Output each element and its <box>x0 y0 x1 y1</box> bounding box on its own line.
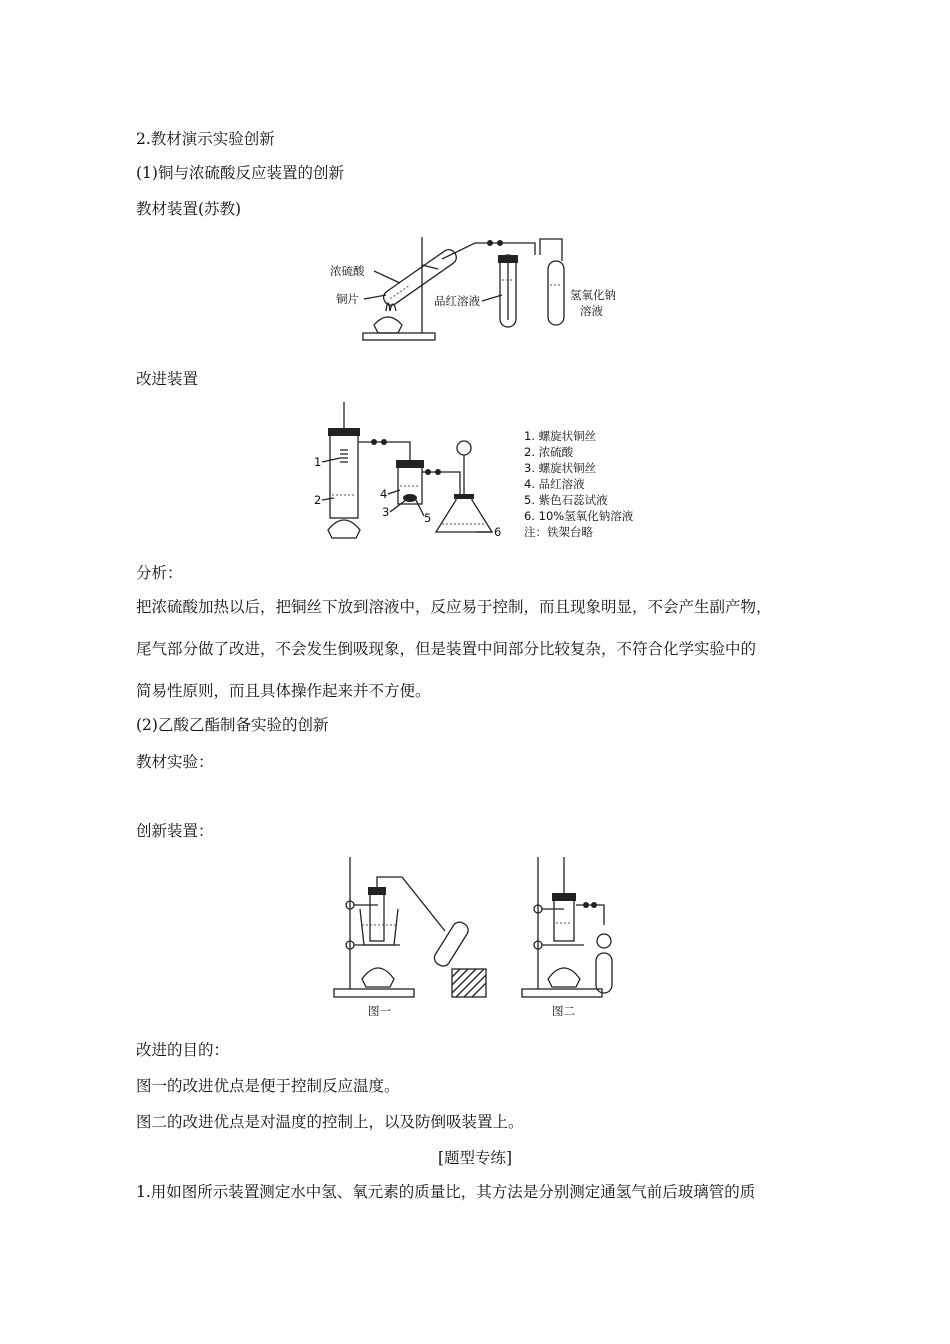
part1-title: (1)铜与浓硫酸反应装置的创新 <box>136 164 344 182</box>
ethyl-acetate-apparatus-figure <box>330 853 630 1023</box>
purpose-label: 改进的目的： <box>136 1041 230 1059</box>
legend-item: 2. 浓硫酸 <box>524 445 574 459</box>
naoh-test-tube <box>548 261 564 325</box>
marker-6: 6 <box>494 525 502 539</box>
label-naoh-1: 氢氧化钠 <box>570 288 616 302</box>
legend-item: 1. 螺旋状铜丝 <box>524 429 597 443</box>
conical-flask <box>436 496 492 532</box>
marker-2: 2 <box>314 493 322 507</box>
marker-1: 1 <box>314 455 322 469</box>
apparatus-fig-one <box>334 857 486 1018</box>
purpose-line: 图一的改进优点是便于控制反应温度。 <box>136 1077 400 1095</box>
question-1: 1.用如图所示装置测定水中氢、氧元素的质量比，其方法是分别测定通氢气前后玻璃管的质 <box>136 1183 756 1201</box>
legend-item: 4. 品红溶液 <box>524 477 585 491</box>
caption-fig-two: 图二 <box>552 1004 575 1018</box>
part2-title: (2)乙酸乙酯制备实验的创新 <box>136 716 329 734</box>
label-acid: 浓硫酸 <box>330 264 365 278</box>
label-naoh-2: 溶液 <box>580 304 603 318</box>
apparatus-fig-two <box>522 857 612 1018</box>
legend-item: 5. 紫色石蕊试液 <box>524 493 608 507</box>
analysis-line: 简易性原则，而且具体操作起来并不方便。 <box>136 682 431 700</box>
legend-note: 注：铁架台略 <box>524 525 593 539</box>
label-copper: 铜片 <box>336 292 359 306</box>
improved-apparatus-figure <box>310 400 640 548</box>
analysis-line: 尾气部分做了改进，不会发生倒吸现象，但是装置中间部分比较复杂，不符合化学实验中的 <box>136 640 757 658</box>
legend-item: 6. 10%氢氧化钠溶液 <box>524 509 634 523</box>
marker-5: 5 <box>424 511 432 525</box>
practice-heading: [题型专练] <box>437 1149 513 1167</box>
purpose-line: 图二的改进优点是对温度的控制上，以及防倒吸装置上。 <box>136 1113 524 1131</box>
stand-base <box>363 333 435 340</box>
improved-setup-label: 改进装置 <box>136 370 199 388</box>
marker-3: 3 <box>382 505 390 519</box>
marker-4: 4 <box>380 487 388 501</box>
alcohol-lamp <box>374 317 402 333</box>
innovation-label: 创新装置： <box>136 822 214 840</box>
analysis-line: 把浓硫酸加热以后，把铜丝下放到溶液中，反应易于控制，而且现象明显，不会产生副产物， <box>136 598 772 616</box>
textbook-apparatus-figure <box>330 225 630 350</box>
textbook-setup-label: 教材装置(苏教) <box>136 200 242 218</box>
main-reaction-tube <box>330 430 358 518</box>
textbook-experiment-label: 教材实验： <box>136 753 214 771</box>
legend-item: 3. 螺旋状铜丝 <box>524 461 597 475</box>
label-magenta: 品红溶液 <box>434 294 480 308</box>
analysis-label: 分析： <box>136 564 183 582</box>
caption-fig-one: 图一 <box>368 1004 391 1018</box>
section-heading: 2.教材演示实验创新 <box>136 130 275 148</box>
improved-apparatus-legend <box>524 429 634 539</box>
